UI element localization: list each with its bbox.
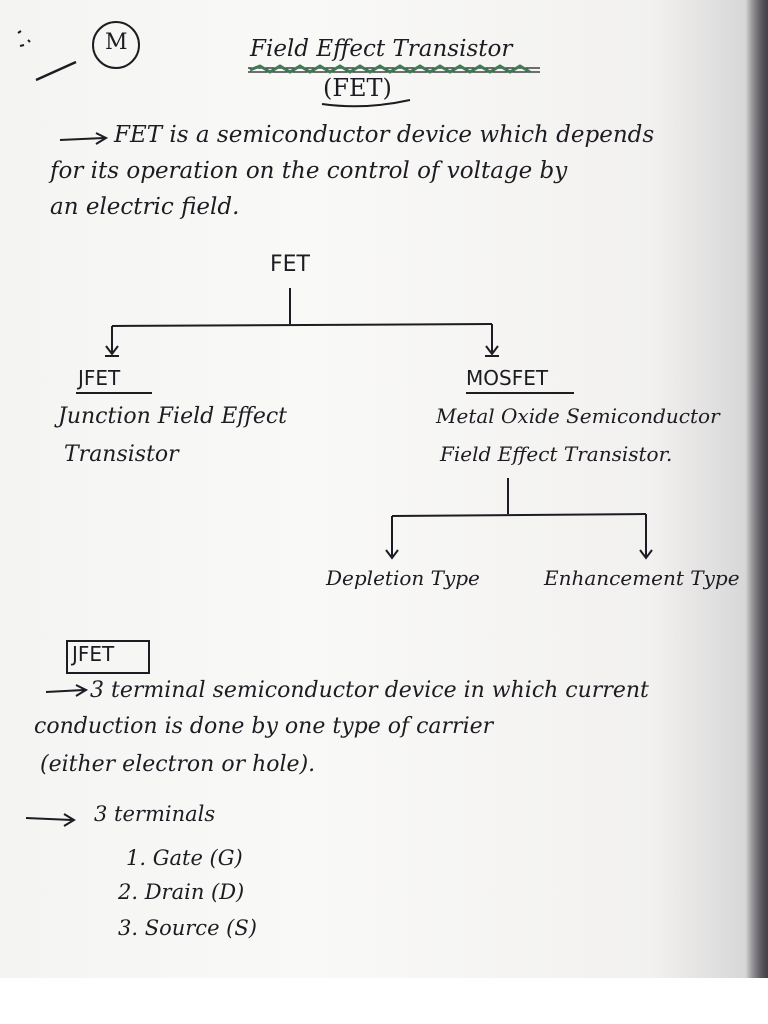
- root-branch: [112, 324, 492, 326]
- jfet-full-line-2: Transistor: [64, 442, 179, 467]
- jfet-label: JFET: [78, 366, 121, 390]
- terminals-heading: 3 terminals: [94, 802, 216, 826]
- terminal-item-gate: 1. Gate (G): [126, 846, 243, 870]
- terminal-item-source: 3. Source (S): [118, 916, 257, 940]
- depletion-type: Depletion Type: [326, 566, 480, 590]
- page-subtitle: (FET): [323, 74, 392, 102]
- terminal-item-drain: 2. Drain (D): [118, 880, 245, 904]
- intro-arrow: [60, 133, 106, 144]
- intro-line-1: FET is a semiconductor device which depends: [114, 122, 655, 148]
- title-green-zigzag: [250, 66, 530, 72]
- jfet-full-line-1: Junction Field Effect: [58, 404, 288, 429]
- jfet-definition-line-2: conduction is done by one type of carrier: [34, 714, 494, 739]
- margin-mark: M: [105, 30, 128, 55]
- mosfet-full-line-2: Field Effect Transistor.: [440, 442, 673, 466]
- margin-squiggle: [18, 31, 30, 46]
- page-title: Field Effect Transistor: [250, 36, 513, 62]
- mosfet-full-line-1: Metal Oxide Semiconductor: [436, 404, 720, 428]
- definition-arrow: [46, 685, 86, 696]
- terminals-arrow: [26, 814, 74, 826]
- intro-line-3: an electric field.: [50, 194, 240, 220]
- jfet-definition-line-1: 3 terminal semiconductor device in which current: [90, 678, 649, 703]
- mosfet-label: MOSFET: [466, 366, 549, 390]
- diagram-root: FET: [270, 252, 310, 277]
- enhancement-type: Enhancement Type: [544, 566, 740, 590]
- margin-stroke: [36, 62, 76, 80]
- intro-line-2: for its operation on the control of voltage by: [50, 158, 568, 184]
- mosfet-branch: [392, 514, 646, 516]
- jfet-heading: JFET: [72, 642, 115, 666]
- jfet-definition-line-3: (either electron or hole).: [40, 752, 316, 777]
